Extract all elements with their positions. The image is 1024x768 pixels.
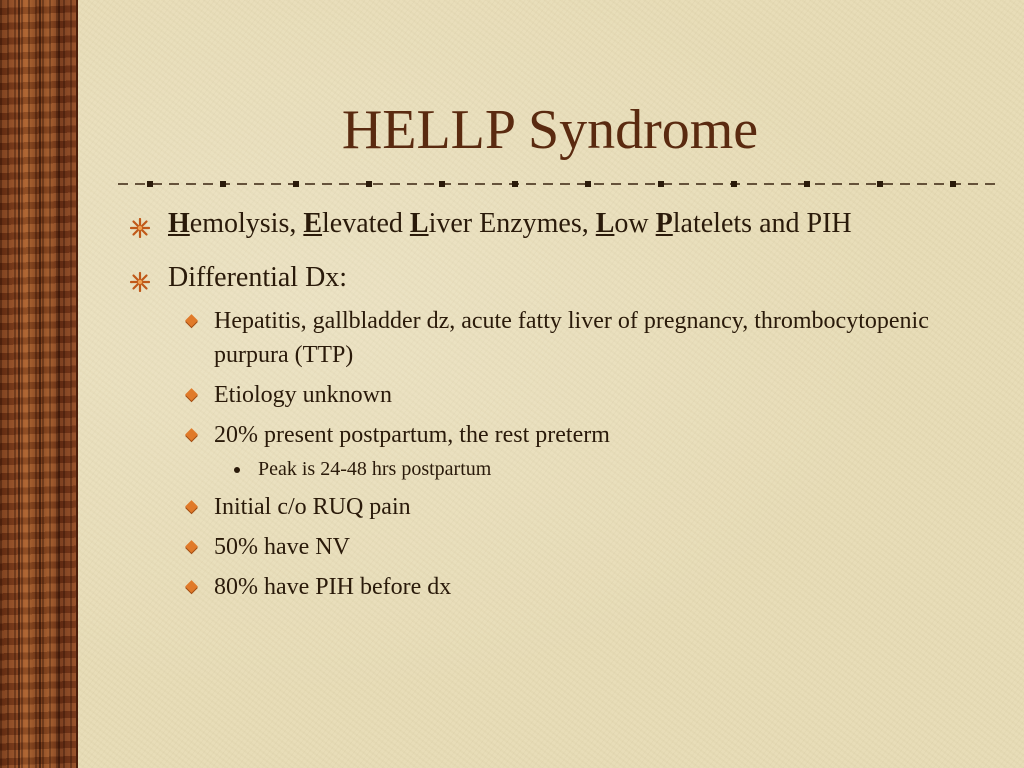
sub-item-text: 50% have NV [214,534,350,560]
divider-marker [366,181,372,187]
sub-item-text: 20% present postpartum, the rest preterm [214,422,610,448]
sub-sub-item-peak [128,454,968,484]
sub-item-etiology [128,378,968,412]
starburst-icon [130,272,150,292]
text-ow: ow [614,208,656,239]
bullet-hellp-definition [128,204,968,244]
divider-marker [439,181,445,187]
diamond-icon [185,540,198,553]
sub-item-pih [128,570,968,604]
letter-l-low: L [595,208,615,239]
slide-title: HELLP Syndrome [341,99,759,161]
divider-marker [220,181,226,187]
bullet-differential-dx [128,258,968,298]
letter-e: E [303,208,323,239]
letter-p: P [655,208,673,239]
differential-dx-label: Differential Dx: [168,262,348,293]
diamond-icon [185,428,198,441]
text-emolysis: emolysis, [189,208,304,239]
sub-item-ruq-pain [128,490,968,524]
diamond-icon [185,314,198,327]
text-iver-enzymes: iver Enzymes, [428,208,596,239]
divider-marker [658,181,664,187]
letter-h: H [168,208,190,239]
letter-l-liver: L [409,208,429,239]
wood-sidebar [0,0,78,768]
divider-marker [950,181,956,187]
dot-icon [234,467,240,473]
sub-sub-item-text: Peak is 24-48 hrs postpartum [258,458,492,480]
divider-marker [293,181,299,187]
sub-item-text: Etiology unknown [214,382,392,408]
sub-item-postpartum [128,418,968,452]
divider-marker [877,181,883,187]
sub-item-hepatitis [128,304,968,372]
sub-item-nv [128,530,968,564]
divider-marker [731,181,737,187]
text-levated: levated [322,208,410,239]
dashed-divider [118,176,998,192]
diamond-icon [185,500,198,513]
divider-marker [804,181,810,187]
diamond-icon [185,580,198,593]
sub-item-text: 80% have PIH before dx [214,574,452,600]
slide-body [128,204,968,604]
starburst-icon [130,218,150,238]
divider-marker [147,181,153,187]
divider-marker [512,181,518,187]
divider-marker [585,181,591,187]
diamond-icon [185,388,198,401]
text-latelets-and-pih: latelets and PIH [672,208,852,239]
sub-item-text: Initial c/o RUQ pain [214,494,411,520]
sub-item-text: Hepatitis, gallbladder dz, acute fatty liver of pregnancy, thrombocytopenic purpura (TTP) [214,308,929,368]
